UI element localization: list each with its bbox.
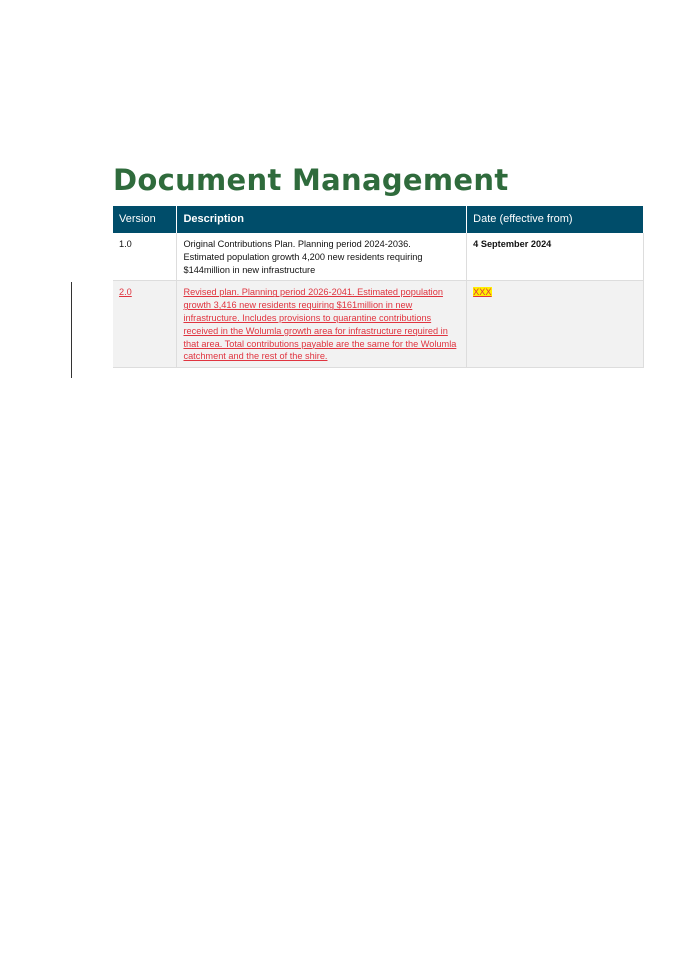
description-text: Revised plan. Planning period 2026-2041. Estimated population growth 3,416 new residents requiring $161million in new infrastructure. Includes provisions to quarantine contributions received in the Wolumla growth area for infrastructure required in that area. Total contributions payable are the same for the Wolumla catchment and the rest of the shire.: [183, 287, 457, 362]
header-date: Date (effective from): [467, 206, 644, 233]
description-cell: Original Contributions Plan. Planning period 2024-2036. Estimated population growth 4,200 new residents requiring $144million in new infrastructure: [177, 233, 467, 281]
date-cell: [467, 281, 644, 368]
version-cell: [113, 281, 177, 368]
version-cell: 1.0: [113, 233, 177, 281]
table-row: [113, 233, 644, 281]
date-text: XXX: [473, 287, 492, 298]
document-management-table: [113, 206, 644, 368]
version-text: 2.0: [119, 287, 132, 298]
table-row: [113, 281, 644, 368]
header-version: Version: [113, 206, 177, 233]
header-description: Description: [177, 206, 467, 233]
description-cell: [177, 281, 467, 368]
date-cell: 4 September 2024: [467, 233, 644, 281]
page-title: Document Management: [113, 163, 509, 197]
table-header-row: [113, 206, 644, 233]
revision-change-bar: [71, 282, 72, 378]
